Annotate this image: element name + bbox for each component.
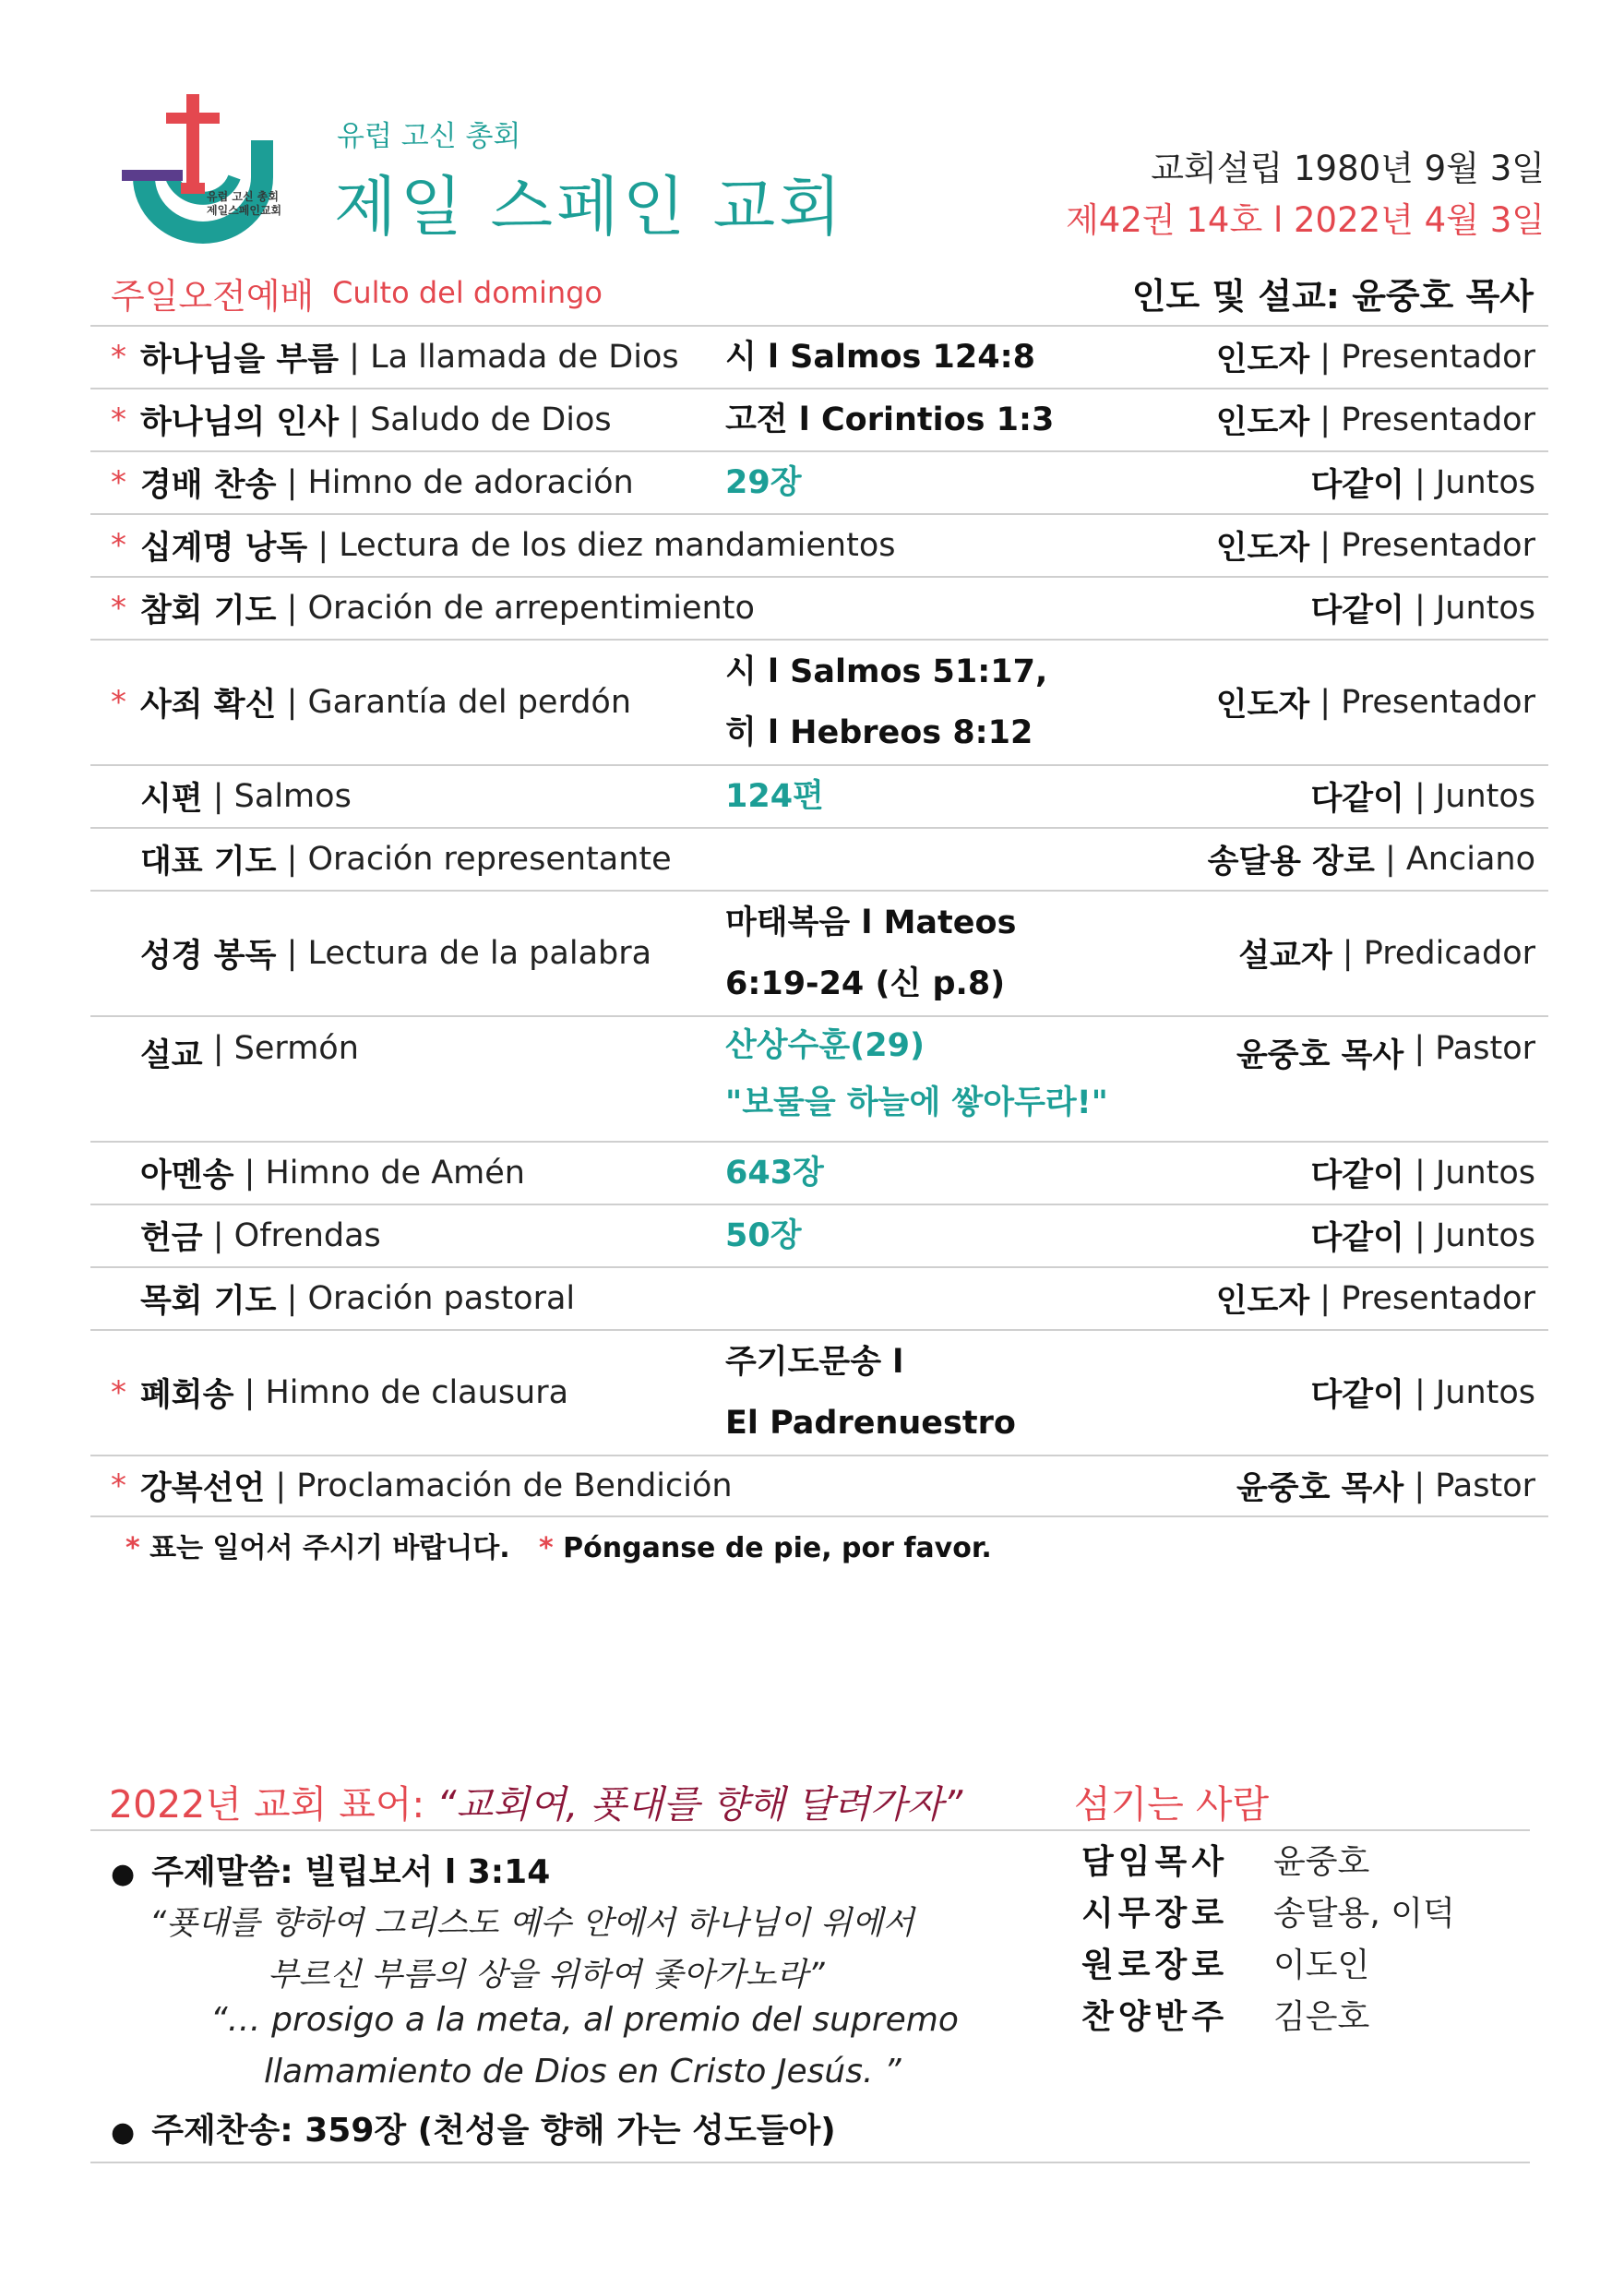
worship-item-role	[1236, 1456, 1535, 1515]
section-divider	[90, 1829, 1530, 1831]
item-sep: |	[276, 841, 308, 878]
star-marker: *	[111, 1374, 126, 1411]
role-sep: |	[1403, 1030, 1436, 1067]
role-es: Juntos	[1435, 1155, 1535, 1192]
reference-line1: 마태복음 l Mateos	[725, 904, 1017, 941]
role-ko: 윤중호 목사	[1236, 1470, 1404, 1507]
worship-row	[90, 1329, 1548, 1455]
item-name-ko: 하나님의 인사	[140, 404, 340, 441]
item-name-es: Oración de arrepentimiento	[307, 590, 755, 627]
item-name-ko: 십계명 낭독	[140, 530, 308, 567]
worship-item-reference	[725, 1017, 1108, 1141]
verse-es-line2: llamamiento de Dios en Cristo Jesús. ”	[264, 2053, 902, 2090]
role-ko: 다같이	[1310, 1220, 1404, 1257]
worship-item-name	[140, 1331, 568, 1455]
role-ko: 인도자	[1215, 404, 1310, 441]
item-name-ko: 목회 기도	[140, 1283, 277, 1320]
server-role: 찬양반주	[1081, 1997, 1229, 2036]
server-role: 담임목사	[1081, 1842, 1229, 1881]
item-name-ko: 대표 기도	[140, 844, 277, 880]
role-es: Anciano	[1405, 841, 1535, 878]
role-es: Juntos	[1435, 464, 1535, 501]
worship-row	[90, 513, 1548, 576]
worship-row	[90, 576, 1548, 639]
star-marker: *	[111, 339, 126, 376]
role-ko: 인도자	[1215, 341, 1310, 378]
role-es: Juntos	[1435, 1374, 1535, 1411]
server-name: 송달용, 이덕	[1273, 1894, 1455, 1933]
item-name-ko: 강복선언	[140, 1470, 266, 1507]
stand-note-ko: 표는 일어서 주시기 바랍니다.	[149, 1532, 510, 1564]
item-sep: |	[265, 1467, 297, 1504]
stand-note	[125, 1525, 992, 1565]
role-sep: |	[1403, 1217, 1436, 1254]
role-sep: |	[1403, 778, 1436, 815]
server-row	[1081, 1988, 1455, 2040]
role-sep: |	[1403, 1155, 1436, 1192]
worship-item-reference	[725, 892, 1016, 1015]
worship-item-role	[1216, 641, 1535, 764]
reference-line1: 시 l Salmos 51:17,	[725, 653, 1048, 690]
worship-item-reference	[725, 1205, 802, 1266]
worship-item-reference	[725, 452, 802, 513]
bullet-icon: ●	[111, 1858, 136, 1890]
role-es: Juntos	[1435, 590, 1535, 627]
server-row	[1081, 1885, 1455, 1936]
item-name-es: Oración pastoral	[307, 1280, 576, 1317]
item-name-es: Proclamación de Bendición	[296, 1467, 733, 1504]
role-sep: |	[1309, 339, 1342, 376]
role-es: Presentador	[1341, 527, 1535, 564]
item-name-ko: 아멘송	[140, 1157, 234, 1194]
server-role: 시무장로	[1081, 1894, 1229, 1933]
server-name: 윤중호	[1273, 1842, 1370, 1881]
role-ko: 인도자	[1215, 530, 1310, 567]
reference-line1: 시 l Salmos 124:8	[725, 339, 1035, 376]
worship-row	[90, 1141, 1548, 1204]
worship-item-name	[140, 1456, 733, 1515]
reference-line2: 6:19-24 (신 p.8)	[725, 965, 1006, 1002]
star-marker: *	[111, 464, 126, 501]
worship-row	[90, 1455, 1548, 1517]
role-ko: 인도자	[1215, 687, 1310, 724]
item-name-ko: 하나님을 부름	[140, 341, 340, 378]
worship-row	[90, 388, 1548, 450]
worship-row	[90, 1015, 1548, 1141]
verse-ko-line2: 부르신 부름의 상을 위하여 좇아가노라”	[268, 1957, 825, 1994]
server-name: 김은호	[1273, 1997, 1370, 2036]
worship-item-name	[140, 1017, 359, 1076]
worship-item-name	[140, 1143, 525, 1204]
worship-row	[90, 1204, 1548, 1266]
item-name-es: Himno de Amén	[265, 1155, 525, 1192]
denomination-label: 유럽 고신 총회	[337, 120, 521, 153]
item-name-ko: 사죄 확신	[140, 687, 277, 724]
theme-hymn	[111, 2104, 836, 2151]
role-es: Presentador	[1341, 401, 1535, 438]
item-name-ko: 참회 기도	[140, 593, 277, 629]
role-ko: 다같이	[1310, 593, 1404, 629]
worship-item-reference	[725, 389, 1054, 450]
worship-item-role	[1208, 829, 1535, 890]
item-name-es: Ofrendas	[233, 1217, 381, 1254]
role-sep: |	[1374, 841, 1406, 878]
item-name-es: Himno de adoración	[307, 464, 634, 501]
reference-line1: 124편	[725, 778, 824, 815]
item-sep: |	[276, 590, 308, 627]
star-marker: *	[111, 684, 126, 721]
worship-item-reference	[725, 766, 824, 827]
item-sep: |	[233, 1374, 266, 1411]
worship-row	[90, 325, 1548, 388]
role-es: Presentador	[1341, 684, 1535, 721]
worship-item-name	[140, 389, 612, 450]
reference-line1: 643장	[725, 1155, 824, 1192]
issue-info: 제42권 14호 l 2022년 4월 3일	[1066, 200, 1545, 240]
star-marker: *	[111, 1467, 126, 1504]
church-name-title: 제일 스페인 교회	[334, 169, 845, 245]
worship-item-name	[140, 1268, 575, 1329]
worship-item-role	[1310, 1331, 1535, 1455]
item-name-es: Lectura de los diez mandamientos	[339, 527, 896, 564]
server-name: 이도인	[1273, 1946, 1370, 1984]
item-name-ko: 폐회송	[140, 1377, 234, 1414]
role-sep: |	[1403, 1467, 1436, 1504]
verse-es-line1: “… prosigo a la meta, al premio del supremo	[210, 2001, 959, 2039]
worship-item-role	[1310, 1143, 1535, 1204]
role-sep: |	[1309, 1280, 1342, 1317]
item-sep: |	[276, 684, 308, 721]
role-sep: |	[1309, 527, 1342, 564]
item-name-ko: 헌금	[140, 1220, 203, 1257]
item-name-es: Garantía del perdón	[307, 684, 632, 721]
order-of-worship	[90, 325, 1548, 1517]
worship-item-role	[1310, 1205, 1535, 1266]
worship-item-role	[1236, 1017, 1535, 1076]
service-leader: 인도 및 설교: 윤중호 목사	[1131, 276, 1534, 317]
item-name-es: Saludo de Dios	[370, 401, 612, 438]
role-ko: 설교자	[1238, 938, 1332, 975]
worship-item-role	[1238, 892, 1535, 1015]
item-sep: |	[276, 464, 308, 501]
item-sep: |	[202, 778, 234, 815]
role-es: Pastor	[1435, 1030, 1535, 1067]
service-title-es: Culto del domingo	[332, 275, 603, 310]
theme-verse-text: 주제말씀: 빌립보서 l 3:14	[151, 1853, 551, 1891]
role-es: Pastor	[1435, 1467, 1535, 1504]
worship-item-role	[1310, 578, 1535, 639]
role-sep: |	[1403, 464, 1436, 501]
reference-line1: 고전 l Corintios 1:3	[725, 401, 1055, 438]
worship-item-name	[140, 515, 895, 576]
item-sep: |	[276, 935, 308, 972]
church-logo	[116, 92, 301, 246]
role-es: Juntos	[1435, 778, 1535, 815]
motto-line	[109, 1774, 962, 1828]
worship-item-role	[1310, 452, 1535, 513]
worship-item-name	[140, 327, 679, 388]
worship-row	[90, 890, 1548, 1015]
item-sep: |	[202, 1217, 234, 1254]
role-sep: |	[1403, 590, 1436, 627]
worship-item-name	[140, 892, 651, 1015]
role-es: Predicador	[1363, 935, 1535, 972]
worship-item-reference	[725, 1143, 824, 1204]
stand-note-es: Pónganse de pie, por favor.	[563, 1532, 992, 1564]
section-divider	[90, 2162, 1530, 2163]
item-sep: |	[339, 401, 371, 438]
theme-hymn-text: 주제찬송: 359장 (천성을 향해 가는 성도들아)	[151, 2112, 836, 2150]
role-es: Presentador	[1341, 1280, 1535, 1317]
worship-item-role	[1216, 389, 1535, 450]
server-role: 원로장로	[1081, 1946, 1229, 1984]
verse-ko-line1: “푯대를 향하여 그리스도 예수 안에서 하나님이 위에서	[149, 1905, 914, 1942]
logo-text-line1: 유럽 고신 총회	[207, 190, 279, 203]
church-cross-logo-icon	[116, 92, 301, 246]
worship-row	[90, 1266, 1548, 1329]
service-title-ko: 주일오전예배	[111, 276, 315, 317]
item-name-es: Lectura de la palabra	[307, 935, 652, 972]
bullet-icon: ●	[111, 2116, 136, 2149]
reference-line1: 산상수훈(29)	[725, 1027, 925, 1064]
founded-date: 교회설립 1980년 9월 3일	[1151, 149, 1545, 188]
star-marker: *	[539, 1532, 554, 1564]
item-name-es: Sermón	[233, 1030, 359, 1067]
item-name-ko: 시편	[140, 781, 203, 818]
role-ko: 다같이	[1310, 1377, 1404, 1414]
reference-line2: El Padrenuestro	[725, 1405, 1016, 1442]
reference-line2: 히 l Hebreos 8:12	[725, 714, 1033, 751]
item-name-ko: 설교	[140, 1037, 203, 1074]
star-marker: *	[111, 401, 126, 438]
worship-item-name	[140, 829, 672, 890]
reference-line1: 29장	[725, 464, 802, 501]
role-ko: 윤중호 목사	[1236, 1037, 1404, 1074]
servers-list	[1081, 1833, 1455, 2040]
worship-item-name	[140, 452, 634, 513]
item-name-es: Salmos	[233, 778, 352, 815]
server-row	[1081, 1833, 1455, 1885]
item-name-ko: 경배 찬송	[140, 467, 277, 504]
role-ko: 인도자	[1215, 1283, 1310, 1320]
reference-line1: 주기도문송 l	[725, 1344, 904, 1381]
item-sep: |	[276, 1280, 308, 1317]
role-es: Presentador	[1341, 339, 1535, 376]
worship-item-role	[1310, 766, 1535, 827]
worship-item-reference	[725, 327, 1035, 388]
item-sep: |	[233, 1155, 266, 1192]
motto-label: 2022년 교회 표어:	[109, 1782, 437, 1827]
worship-item-reference	[725, 641, 1047, 764]
servers-title: 섬기는 사람	[1074, 1782, 1270, 1827]
worship-item-reference	[725, 1331, 1016, 1455]
server-row	[1081, 1936, 1455, 1988]
worship-item-role	[1216, 327, 1535, 388]
item-name-es: Himno de clausura	[265, 1374, 569, 1411]
star-marker: *	[125, 1532, 140, 1564]
role-sep: |	[1309, 401, 1342, 438]
item-name-es: La llamada de Dios	[370, 339, 679, 376]
motto-text: “교회여, 푯대를 향해 달려가자”	[436, 1782, 963, 1827]
worship-item-role	[1216, 515, 1535, 576]
worship-row	[90, 764, 1548, 827]
role-ko: 송달용 장로	[1207, 844, 1375, 880]
star-marker: *	[111, 590, 126, 627]
worship-row	[90, 639, 1548, 764]
worship-item-name	[140, 1205, 381, 1266]
worship-row	[90, 827, 1548, 890]
role-ko: 다같이	[1310, 1157, 1404, 1194]
item-sep: |	[202, 1030, 234, 1067]
role-sep: |	[1331, 935, 1364, 972]
role-es: Juntos	[1435, 1217, 1535, 1254]
theme-verse	[111, 1846, 550, 1893]
reference-line1: 50장	[725, 1217, 802, 1254]
worship-item-name	[140, 766, 352, 827]
role-ko: 다같이	[1310, 467, 1404, 504]
worship-row	[90, 450, 1548, 513]
item-sep: |	[307, 527, 340, 564]
worship-item-name	[140, 641, 631, 764]
worship-item-role	[1216, 1268, 1535, 1329]
item-name-es: Oración representante	[307, 841, 672, 878]
worship-item-name	[140, 578, 755, 639]
item-name-ko: 성경 봉독	[140, 938, 277, 975]
logo-text-line2: 제일스페인교회	[207, 204, 282, 217]
item-sep: |	[339, 339, 371, 376]
role-sep: |	[1403, 1374, 1436, 1411]
star-marker: *	[111, 527, 126, 564]
role-ko: 다같이	[1310, 781, 1404, 818]
role-sep: |	[1309, 684, 1342, 721]
reference-line2: "보물을 하늘에 쌓아두라!"	[725, 1084, 1108, 1121]
